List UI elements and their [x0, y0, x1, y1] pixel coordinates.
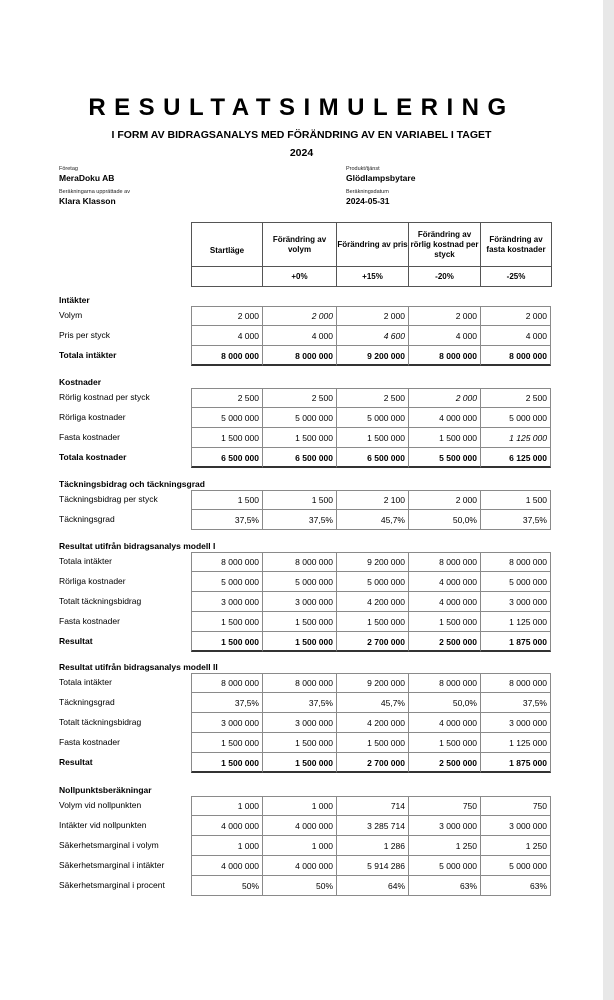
table-row — [0, 510, 603, 530]
table-cell: 1 500 000 — [408, 733, 480, 753]
table-cell: 3 285 714 — [336, 816, 408, 836]
row-label: Fasta kostnader — [59, 737, 120, 747]
table-cell: 1 000 — [262, 796, 336, 816]
table-cell: 3 000 000 — [480, 713, 551, 733]
row-label: Täckningsgrad — [59, 697, 115, 707]
table-cell: 8 000 000 — [262, 552, 336, 572]
row-label: Rörliga kostnader — [59, 576, 126, 586]
product-label: Produkt/tjänst — [346, 166, 380, 172]
table-row — [0, 490, 603, 510]
table-cell: 9 200 000 — [336, 552, 408, 572]
row-label: Resultat — [59, 636, 93, 646]
table-row — [0, 408, 603, 428]
table-cell: 3 000 000 — [480, 592, 551, 612]
table-cell: 37,5% — [480, 510, 551, 530]
table-row — [0, 673, 603, 693]
document-subtitle: I FORM AV BIDRAGSANALYS MED FÖRÄNDRING AV EN VARIABEL I TAGET — [111, 129, 492, 141]
table-cell: 2 500 — [262, 388, 336, 408]
product-block — [346, 166, 415, 184]
column-header: Förändring av fasta kostnader — [481, 223, 552, 267]
table-row — [0, 836, 603, 856]
row-label: Fasta kostnader — [59, 432, 120, 442]
table-cell: 3 000 000 — [191, 713, 262, 733]
table-cell: 1 875 000 — [480, 632, 551, 652]
row-label: Totala intäkter — [59, 350, 117, 360]
table-row — [0, 856, 603, 876]
table-cell: 4 000 — [262, 326, 336, 346]
table-cell: 45,7% — [336, 693, 408, 713]
table-cell: 2 000 — [480, 306, 551, 326]
page-edge — [603, 0, 614, 1000]
table-cell: 4 000 000 — [408, 713, 480, 733]
table-cell: 4 000 — [191, 326, 262, 346]
table-row — [0, 448, 603, 468]
table-cell: 50,0% — [408, 510, 480, 530]
table-row — [0, 552, 603, 572]
table-cell: 1 500 000 — [408, 612, 480, 632]
table-cell: 5 500 000 — [408, 448, 480, 468]
table-cell: 5 000 000 — [336, 572, 408, 592]
section-title: Täckningsbidrag och täckningsgrad — [59, 479, 205, 489]
column-header: Startläge — [192, 223, 263, 267]
table-cell: 1 125 000 — [480, 612, 551, 632]
row-label: Rörlig kostnad per styck — [59, 392, 150, 402]
table-cell: 1 000 — [191, 836, 262, 856]
table-cell: 5 000 000 — [408, 856, 480, 876]
table-cell: 2 000 — [191, 306, 262, 326]
table-row — [0, 733, 603, 753]
row-label: Totala kostnader — [59, 452, 127, 462]
table-cell: 1 500 000 — [262, 428, 336, 448]
row-label: Täckningsbidrag per styck — [59, 494, 158, 504]
table-cell: 8 000 000 — [262, 673, 336, 693]
table-cell: 9 200 000 — [336, 346, 408, 366]
column-change: +15% — [337, 267, 409, 287]
table-row — [0, 693, 603, 713]
table-row — [0, 326, 603, 346]
table-cell: 3 000 000 — [191, 592, 262, 612]
table-cell: 8 000 000 — [408, 552, 480, 572]
table-cell: 8 000 000 — [480, 346, 551, 366]
table-cell: 1 500 000 — [191, 632, 262, 652]
company-label: Företag — [59, 166, 78, 172]
column-change: +0% — [263, 267, 337, 287]
table-cell: 2 100 — [336, 490, 408, 510]
table-cell: 5 000 000 — [336, 408, 408, 428]
table-cell: 4 000 000 — [191, 856, 262, 876]
table-cell: 4 000 000 — [408, 408, 480, 428]
section-title: Nollpunktsberäkningar — [59, 785, 152, 795]
row-label: Täckningsgrad — [59, 514, 115, 524]
table-cell: 1 500 000 — [336, 428, 408, 448]
table-cell: 1 250 — [408, 836, 480, 856]
column-change — [192, 267, 263, 287]
row-label: Säkerhetsmarginal i volym — [59, 840, 159, 850]
table-row — [0, 346, 603, 366]
row-label: Pris per styck — [59, 330, 111, 340]
row-label: Totala intäkter — [59, 677, 112, 687]
table-cell: 2 500 — [480, 388, 551, 408]
table-row — [0, 632, 603, 652]
table-row — [0, 388, 603, 408]
table-cell: 1 125 000 — [480, 733, 551, 753]
table-cell: 5 000 000 — [191, 572, 262, 592]
row-label: Säkerhetsmarginal i procent — [59, 880, 165, 890]
table-cell: 8 000 000 — [191, 552, 262, 572]
column-change: -25% — [481, 267, 552, 287]
table-cell: 1 500 000 — [262, 733, 336, 753]
row-label: Rörliga kostnader — [59, 412, 126, 422]
table-cell: 1 125 000 — [480, 428, 551, 448]
table-cell: 1 500 000 — [262, 632, 336, 652]
table-row — [0, 876, 603, 896]
table-cell: 3 000 000 — [262, 592, 336, 612]
table-cell: 1 500 000 — [336, 733, 408, 753]
table-cell: 37,5% — [262, 693, 336, 713]
table-cell: 2 500 000 — [408, 753, 480, 773]
table-cell: 1 500 000 — [191, 428, 262, 448]
table-row — [0, 796, 603, 816]
table-cell: 8 000 000 — [408, 673, 480, 693]
table-cell: 4 000 000 — [408, 572, 480, 592]
table-cell: 37,5% — [262, 510, 336, 530]
date-label: Beräkningsdatum — [346, 189, 389, 195]
table-cell: 714 — [336, 796, 408, 816]
column-header: Förändring av pris — [337, 223, 409, 267]
table-cell: 1 500 — [191, 490, 262, 510]
table-cell: 1 500 000 — [191, 753, 262, 773]
table-cell: 2 000 — [262, 306, 336, 326]
company-block — [59, 166, 114, 184]
table-row — [0, 572, 603, 592]
table-cell: 50% — [191, 876, 262, 896]
column-header: Förändring av volym — [263, 223, 337, 267]
table-cell: 1 500 000 — [336, 612, 408, 632]
table-cell: 63% — [408, 876, 480, 896]
table-cell: 2 500 000 — [408, 632, 480, 652]
prepared-block — [59, 189, 130, 207]
section-title: Kostnader — [59, 377, 102, 387]
company-name: MeraDoku AB — [59, 173, 115, 183]
table-row — [0, 592, 603, 612]
table-cell: 2 700 000 — [336, 632, 408, 652]
document-title: RESULTATSIMULERING — [88, 94, 515, 121]
table-cell: 1 500 — [262, 490, 336, 510]
calc-date: 2024-05-31 — [346, 196, 390, 206]
row-label: Volym — [59, 310, 83, 320]
row-label: Säkerhetsmarginal i intäkter — [59, 860, 165, 870]
table-cell: 4 000 000 — [262, 856, 336, 876]
table-cell: 1 286 — [336, 836, 408, 856]
column-header: Förändring av rörlig kostnad per styck — [409, 223, 481, 267]
table-cell: 8 000 000 — [480, 673, 551, 693]
table-cell: 5 000 000 — [480, 408, 551, 428]
column-change: -20% — [409, 267, 481, 287]
table-cell: 2 500 — [336, 388, 408, 408]
table-cell: 3 000 000 — [262, 713, 336, 733]
table-cell: 8 000 000 — [408, 346, 480, 366]
table-cell: 5 000 000 — [262, 572, 336, 592]
row-label: Volym vid nollpunkten — [59, 800, 142, 810]
document-year: 2024 — [289, 147, 314, 159]
table-cell: 1 500 000 — [262, 612, 336, 632]
table-cell: 64% — [336, 876, 408, 896]
table-cell: 1 500 000 — [191, 733, 262, 753]
section-title: Resultat utifrån bidragsanalys modell II — [59, 662, 218, 672]
table-cell: 37,5% — [191, 510, 262, 530]
section-title: Intäkter — [59, 295, 90, 305]
table-cell: 8 000 000 — [191, 673, 262, 693]
row-label: Totalt täckningsbidrag — [59, 596, 142, 606]
table-row — [0, 428, 603, 448]
prepared-label: Beräkningarna upprättade av — [59, 189, 130, 195]
table-cell: 1 000 — [262, 836, 336, 856]
table-cell: 5 000 000 — [191, 408, 262, 428]
table-cell: 37,5% — [480, 693, 551, 713]
table-cell: 45,7% — [336, 510, 408, 530]
table-cell: 4 200 000 — [336, 713, 408, 733]
prepared-by: Klara Klasson — [59, 196, 116, 206]
section-title: Resultat utifrån bidragsanalys modell I — [59, 541, 216, 551]
table-cell: 4 000 000 — [191, 816, 262, 836]
table-cell: 5 914 286 — [336, 856, 408, 876]
table-cell: 6 125 000 — [480, 448, 551, 468]
table-cell: 6 500 000 — [191, 448, 262, 468]
table-cell: 6 500 000 — [262, 448, 336, 468]
date-block — [346, 189, 389, 207]
table-cell: 4 600 — [336, 326, 408, 346]
table-cell: 5 000 000 — [480, 856, 551, 876]
product-name: Glödlampsbytare — [346, 173, 416, 183]
table-cell: 1 500 — [480, 490, 551, 510]
table-row — [0, 612, 603, 632]
table-cell: 8 000 000 — [262, 346, 336, 366]
row-label: Totala intäkter — [59, 556, 112, 566]
row-label: Resultat — [59, 757, 93, 767]
table-cell: 6 500 000 — [336, 448, 408, 468]
table-cell: 1 500 000 — [262, 753, 336, 773]
table-cell: 750 — [408, 796, 480, 816]
table-row — [0, 306, 603, 326]
table-cell: 50,0% — [408, 693, 480, 713]
table-cell: 2 000 — [408, 490, 480, 510]
column-header-table — [191, 222, 552, 287]
table-cell: 1 000 — [191, 796, 262, 816]
table-cell: 4 000 000 — [262, 816, 336, 836]
table-row — [0, 753, 603, 773]
table-cell: 2 000 — [408, 388, 480, 408]
table-cell: 4 000 — [480, 326, 551, 346]
table-cell: 4 000 000 — [408, 592, 480, 612]
table-cell: 3 000 000 — [480, 816, 551, 836]
table-cell: 2 500 — [191, 388, 262, 408]
table-cell: 750 — [480, 796, 551, 816]
table-cell: 5 000 000 — [480, 572, 551, 592]
table-cell: 50% — [262, 876, 336, 896]
table-cell: 63% — [480, 876, 551, 896]
table-cell: 8 000 000 — [191, 346, 262, 366]
table-cell: 1 500 000 — [191, 612, 262, 632]
table-cell: 3 000 000 — [408, 816, 480, 836]
table-row — [0, 816, 603, 836]
table-cell: 2 000 — [408, 306, 480, 326]
table-cell: 1 500 000 — [408, 428, 480, 448]
table-cell: 4 000 — [408, 326, 480, 346]
table-cell: 4 200 000 — [336, 592, 408, 612]
row-label: Fasta kostnader — [59, 616, 120, 626]
table-cell: 8 000 000 — [480, 552, 551, 572]
row-label: Totalt täckningsbidrag — [59, 717, 142, 727]
table-cell: 2 000 — [336, 306, 408, 326]
table-cell: 2 700 000 — [336, 753, 408, 773]
table-row — [0, 713, 603, 733]
table-cell: 1 875 000 — [480, 753, 551, 773]
table-cell: 37,5% — [191, 693, 262, 713]
table-cell: 9 200 000 — [336, 673, 408, 693]
table-cell: 5 000 000 — [262, 408, 336, 428]
row-label: Intäkter vid nollpunkten — [59, 820, 147, 830]
table-cell: 1 250 — [480, 836, 551, 856]
